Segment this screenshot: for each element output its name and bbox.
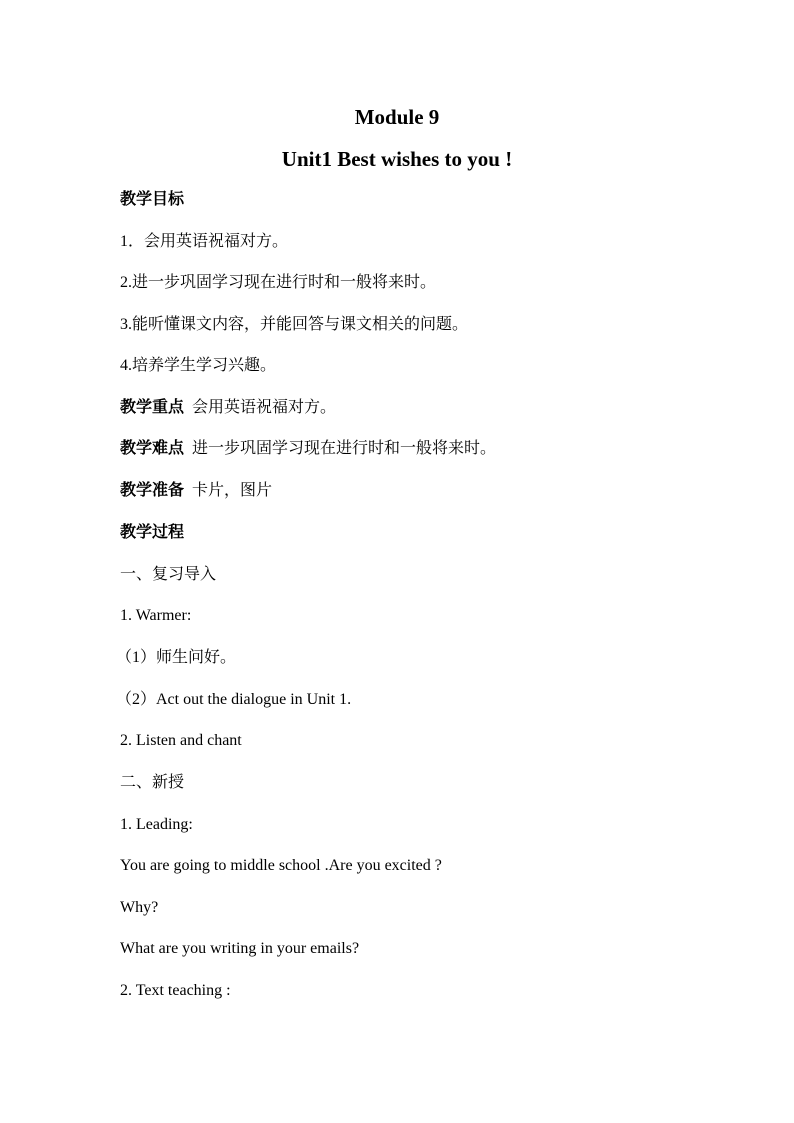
objective-item-2: 2.进一步巩固学习现在进行时和一般将来时。 — [120, 274, 437, 291]
objectives-heading: 教学目标 — [120, 191, 185, 208]
preparation-text: 卡片，图片 — [192, 482, 273, 499]
unit-title: Unit1 Best wishes to you ! — [281, 147, 513, 171]
key-points-label: 教学重点 — [120, 399, 185, 416]
process-line-greeting: （1）师生问好。 — [116, 649, 237, 666]
difficulties-text: 进一步巩固学习现在进行时和一般将来时。 — [192, 440, 497, 457]
difficulties-label: 教学难点 — [120, 440, 185, 457]
module-title: Module 9 — [354, 105, 440, 129]
objective-item-4: 4.培养学生学习兴趣。 — [120, 357, 277, 374]
process-line-question-3: What are you writing in your emails? — [120, 940, 360, 957]
process-line-review: 一、复习导入 — [120, 566, 217, 583]
process-line-act-out: （2）Act out the dialogue in Unit 1. — [116, 691, 352, 708]
process-line-new-lesson: 二、新授 — [120, 774, 185, 791]
key-points-text: 会用英语祝福对方。 — [192, 399, 337, 416]
process-line-question-1: You are going to middle school .Are you excited ? — [120, 857, 442, 874]
preparation-row — [120, 480, 272, 502]
objective-item-1: 1．会用英语祝福对方。 — [120, 233, 289, 250]
process-heading: 教学过程 — [120, 524, 185, 541]
key-points-row — [120, 397, 336, 419]
objective-item-3: 3.能听懂课文内容，并能回答与课文相关的问题。 — [120, 316, 469, 333]
process-line-warmer: 1. Warmer: — [120, 607, 192, 624]
process-line-leading: 1. Leading: — [120, 816, 193, 833]
preparation-label: 教学准备 — [120, 482, 185, 499]
process-line-text-teaching: 2. Text teaching : — [120, 982, 231, 999]
process-line-question-2: Why? — [120, 899, 159, 916]
process-line-listen: 2. Listen and chant — [120, 732, 242, 749]
difficulties-row — [120, 438, 496, 460]
